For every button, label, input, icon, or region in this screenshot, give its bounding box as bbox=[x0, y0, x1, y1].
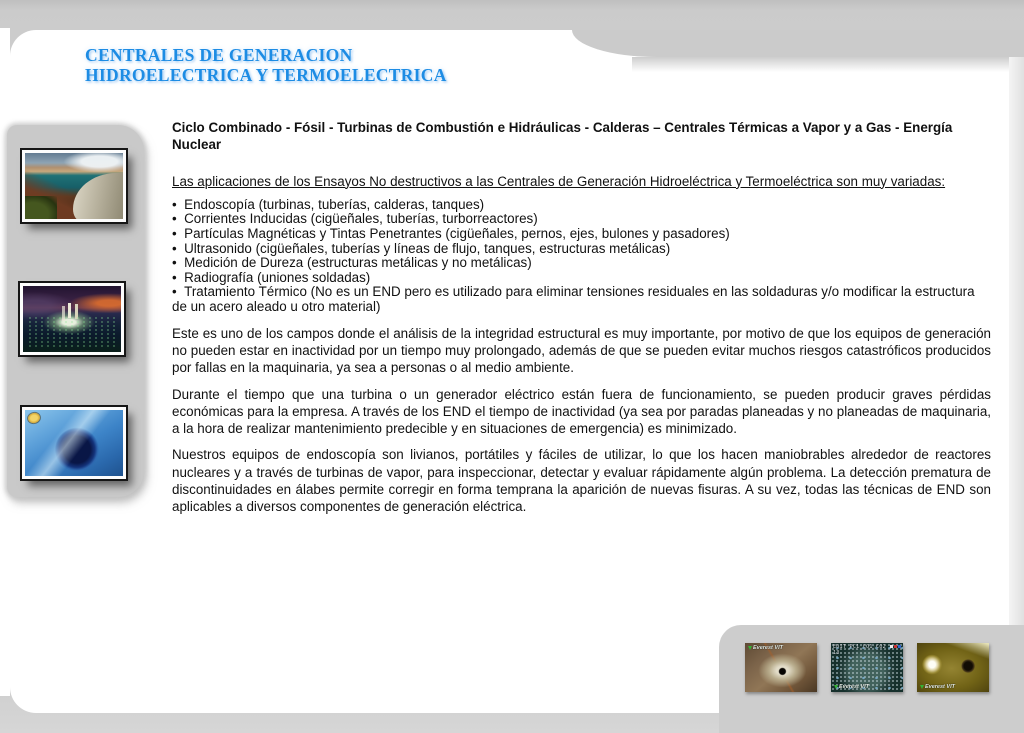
subtitle: Ciclo Combinado - Fósil - Turbinas de Combustión e Hidráulicas - Calderas – Centrales Térmicas a Vapor y a Gas - Energía Nuclear bbox=[172, 120, 953, 153]
list-item: • Ultrasonido (cigüeñales, tuberías y líneas de flujo, tanques, estructuras metálicas) bbox=[172, 242, 991, 257]
reactor-core-grid-inspection-thumb bbox=[831, 643, 903, 692]
page-title bbox=[85, 46, 447, 85]
paragraph: Nuestros equipos de endoscopía son livianos, portátiles y fáciles de utilizar, lo que los hacen maniobrables alrededor de reactores nucleares y a través de turbinas de vapor, para inspeccionar, detectar y evaluar rápidamente algún problema. La detección prematura de discontinuidades en álabes permite corregir en forma temprana la aparición de nuevas fisuras. A su vez, todas las técnicas de END son aplicables a diversos componentes de generación eléctrica. bbox=[172, 447, 991, 515]
header-curve bbox=[572, 30, 1024, 57]
everest-vit-watermark: Everest VIT bbox=[834, 684, 869, 690]
main-content bbox=[172, 119, 991, 525]
applications-list bbox=[172, 198, 991, 315]
thermoelectric-plant-night-photo bbox=[20, 283, 124, 355]
list-item: • Radiografía (uniones soldadas) bbox=[172, 271, 991, 286]
page-title-line1: CENTRALES DE GENERACION bbox=[85, 45, 353, 65]
right-edge-shade bbox=[1009, 57, 1024, 713]
everest-vit-watermark: Everest VIT bbox=[748, 645, 783, 651]
osd-text: 13 bbox=[833, 650, 840, 656]
everest-vit-watermark: Everest VIT bbox=[920, 684, 955, 690]
list-item: • Partículas Magnéticas y Tintas Penetrantes (cigüeñales, pernos, ejes, bulones y pasadores) bbox=[172, 227, 991, 242]
endoscopy-gallery-panel bbox=[719, 625, 1024, 733]
list-item: • Medición de Dureza (estructuras metálicas y no metálicas) bbox=[172, 256, 991, 271]
hydroelectric-dam-photo bbox=[22, 150, 126, 222]
video-osd-overlay bbox=[833, 644, 901, 656]
intro-heading: Las aplicaciones de los Ensayos No destructivos a las Centrales de Generación Hidroeléctrica y Termoeléctrica son muy variadas: bbox=[172, 173, 946, 189]
borescope-tube-inspection-thumb bbox=[745, 643, 817, 692]
list-item: • Corrientes Inducidas (cigüeñales, tuberías, turborreactores) bbox=[172, 212, 991, 227]
osd-text: EDIT PC1 CO1 CO2 bbox=[833, 644, 886, 650]
list-item: • Endoscopía (turbinas, tuberías, calderas, tanques) bbox=[172, 198, 991, 213]
osd-color-squares bbox=[889, 644, 901, 650]
page-title-line2: HIDROELECTRICA Y TERMOELECTRICA bbox=[85, 64, 447, 85]
list-item: • Tratamiento Térmico (No es un END pero es utilizado para eliminar tensiones residuales en las soldaduras y/o modificar la estructura de un acero aleado u otro material) bbox=[172, 285, 991, 314]
paragraph: Durante el tiempo que una turbina o un generador eléctrico están fuera de funcionamiento, se pueden producir graves pérdidas económicas para la empresa. A través de los END el tiempo de inactividad (ya sea por paradas planeadas y no planeadas de maquinaria, a la hora de realizar mantenimiento predecible y en situaciones de emergencia) es minimizado. bbox=[172, 386, 991, 437]
nuclear-reactor-pool-photo bbox=[22, 407, 126, 479]
sidebar-panel bbox=[7, 125, 144, 497]
valve-seat-inspection-thumb bbox=[917, 643, 989, 692]
paragraph: Este es uno de los campos donde el análisis de la integridad estructural es muy importante, por motivo de que los equipos de generación no pueden estar en inactividad por un tiempo muy prolongado, además de que se pueden evitar muchos riesgos catastróficos producidos por fallas en la maquinaria, ya sea a personas o al medio ambiente. bbox=[172, 325, 991, 376]
